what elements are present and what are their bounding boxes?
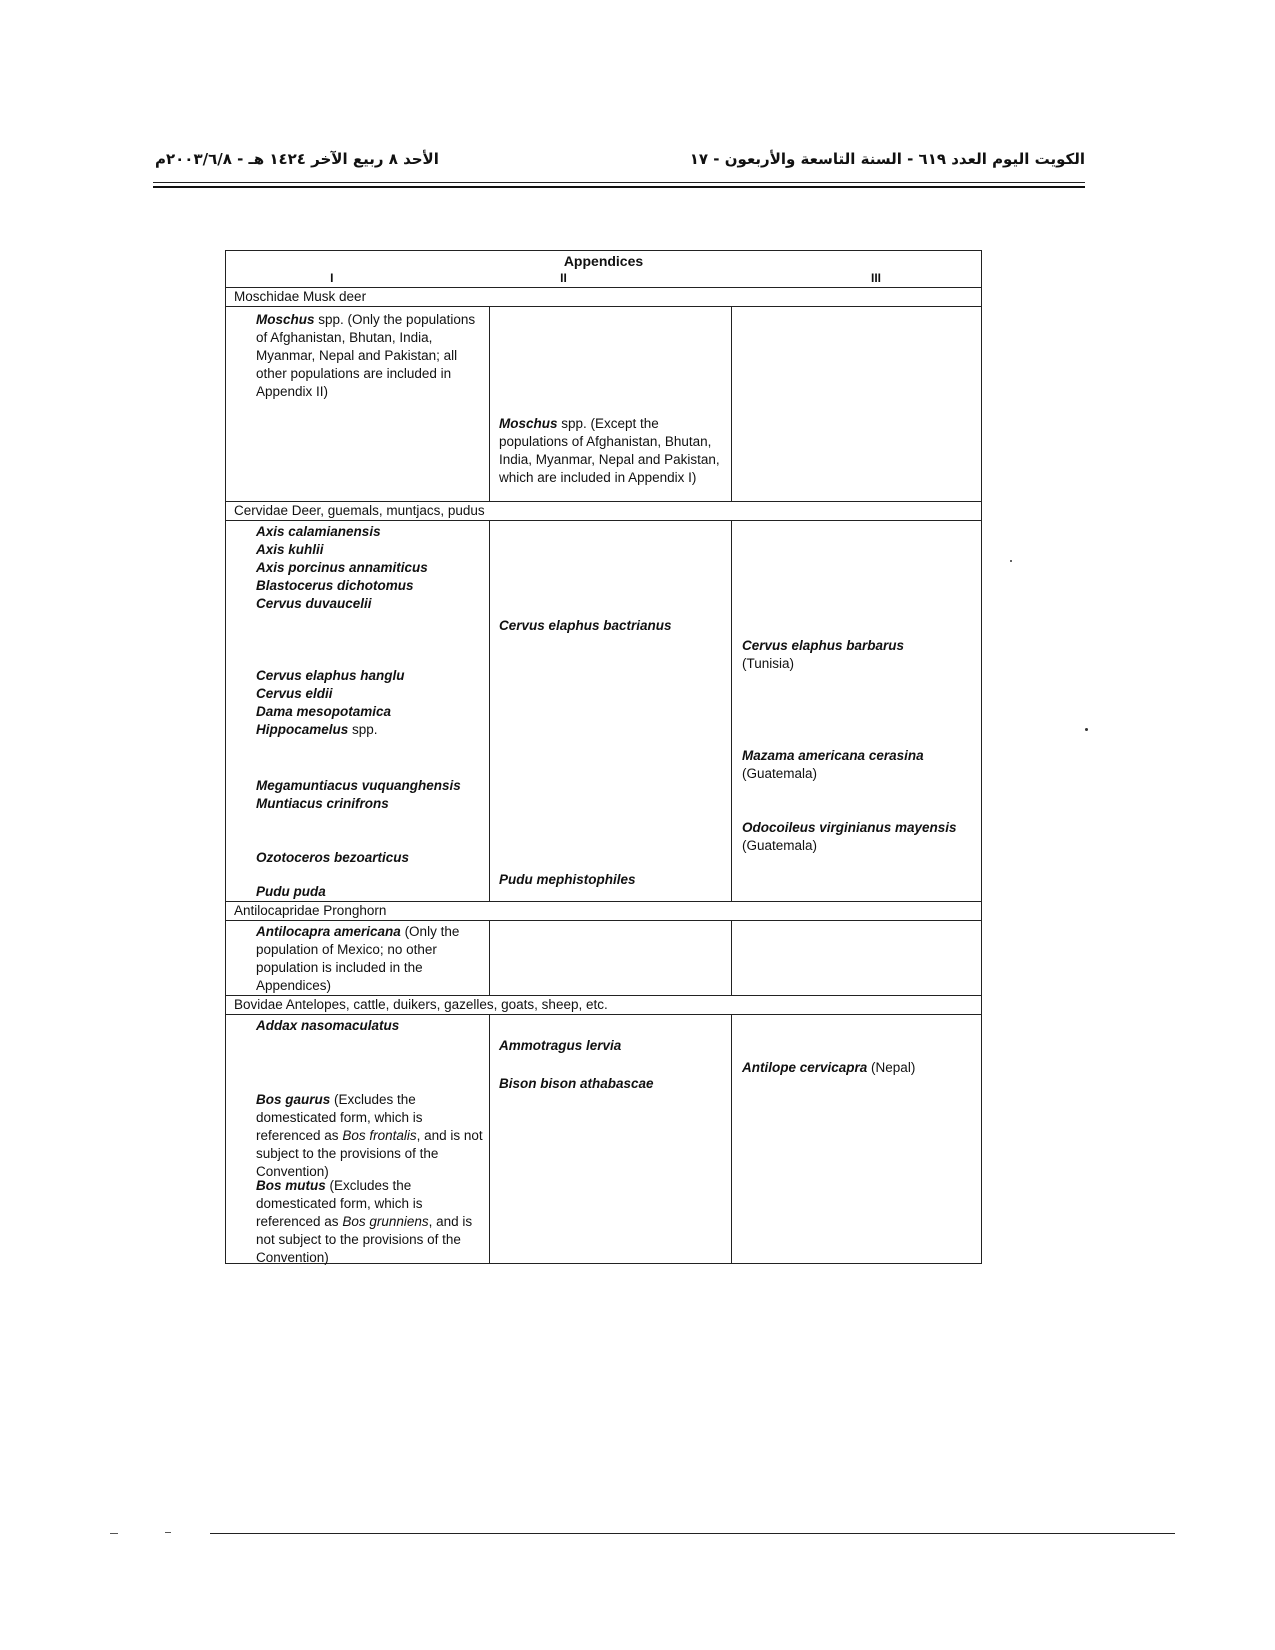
- column-divider: [731, 1015, 732, 1263]
- entry-cervus-duvaucelii: Cervus duvaucelii: [256, 596, 372, 611]
- column-divider: [731, 921, 732, 995]
- entry-pudu-puda: Pudu puda: [256, 884, 326, 899]
- footer-mark: [110, 1533, 118, 1534]
- header-rule: [153, 182, 1085, 183]
- entry-muntiacus-crinifrons: Muntiacus crinifrons: [256, 796, 389, 811]
- section-antilocapridae: [226, 921, 981, 996]
- section-moschidae: [226, 307, 981, 502]
- column-header-i: I: [330, 271, 334, 285]
- entry-antilope-cervicapra: Antilope cervicapra (Nepal): [742, 1060, 916, 1075]
- column-divider: [489, 521, 490, 901]
- family-cervidae: Cervidae Deer, guemals, muntjacs, pudus: [226, 502, 981, 521]
- scan-speck: [1085, 728, 1088, 731]
- entry-axis-porcinus: Axis porcinus annamiticus: [256, 560, 428, 575]
- entry-bison-athabascae: Bison bison athabascae: [499, 1076, 654, 1091]
- header-rule-thick: [153, 186, 1085, 188]
- entry-axis-calamianensis: Axis calamianensis: [256, 524, 381, 539]
- entry-dama-mesopotamica: Dama mesopotamica: [256, 704, 392, 719]
- entry-moschus-appendix-i: Moschus spp. (Only the populations of Afghanistan, Bhutan, India, Myanmar, Nepal and Pakistan; all other populations are included in Appendix II): [256, 312, 476, 399]
- section-cervidae: [226, 521, 981, 902]
- gazette-header-date: الأحد ٨ ربيع الآخر ١٤٢٤ هـ - ٢٠٠٣/٦/٨م: [155, 150, 439, 168]
- entry-pudu-mephistophiles: Pudu mephistophiles: [499, 872, 636, 887]
- column-headers: [226, 269, 981, 288]
- entry-cervus-bactrianus: Cervus elaphus bactrianus: [499, 618, 672, 633]
- column-divider: [731, 521, 732, 901]
- scan-speck: [1010, 560, 1012, 562]
- entry-ozotoceros: Ozotoceros bezoarticus: [256, 850, 410, 865]
- column-divider: [731, 307, 732, 501]
- entry-antilocapra-americana: Antilocapra americana (Only the population of Mexico; no other population is included in the Appendices): [256, 924, 460, 993]
- family-moschidae: Moschidae Musk deer: [226, 288, 981, 307]
- column-divider: [489, 921, 490, 995]
- column-divider: [489, 307, 490, 501]
- entry-addax: Addax nasomaculatus: [256, 1018, 400, 1033]
- entry-mazama-cerasina: Mazama americana cerasina (Guatemala): [742, 748, 924, 781]
- column-divider: [489, 1015, 490, 1263]
- footer-rule: [210, 1533, 1175, 1534]
- entry-blastocerus: Blastocerus dichotomus: [256, 578, 414, 593]
- gazette-header-issue: الكويت اليوم العدد ٦١٩ - السنة التاسعة والأربعون - ١٧: [689, 150, 1085, 168]
- entry-ammotragus: Ammotragus lervia: [499, 1038, 622, 1053]
- family-bovidae: Bovidae Antelopes, cattle, duikers, gazelles, goats, sheep, etc.: [226, 996, 981, 1015]
- entry-megamuntiacus: Megamuntiacus vuquanghensis: [256, 778, 461, 793]
- entry-moschus-appendix-ii: Moschus spp. (Except the populations of Afghanistan, Bhutan, India, Myanmar, Nepal and Pakistan, which are included in Appendix I): [499, 416, 720, 485]
- entry-cervus-eldii: Cervus eldii: [256, 686, 333, 701]
- entry-odocoileus-mayensis: Odocoileus virginianus mayensis (Guatemala): [742, 820, 957, 853]
- column-header-iii: III: [871, 271, 882, 285]
- entry-axis-kuhlii: Axis kuhlii: [256, 542, 324, 557]
- footer-mark: [165, 1532, 171, 1533]
- section-bovidae: [226, 1015, 981, 1263]
- entry-bos-mutus: Bos mutus (Excludes the domesticated form, which is referenced as Bos grunniens, and is not subject to the provisions of the Convention): [256, 1178, 473, 1265]
- entry-cervus-barbarus: Cervus elaphus barbarus (Tunisia): [742, 638, 905, 671]
- table-title: Appendices: [563, 253, 644, 269]
- entry-hippocamelus: Hippocamelus spp.: [256, 722, 378, 737]
- entry-bos-gaurus: Bos gaurus (Excludes the domesticated form, which is referenced as Bos frontalis, and is not subject to the provisions of the Convention): [256, 1092, 483, 1179]
- entry-cervus-hanglu: Cervus elaphus hanglu: [256, 668, 405, 683]
- column-header-ii: II: [560, 271, 567, 285]
- family-antilocapridae: Antilocapridae Pronghorn: [226, 902, 981, 921]
- appendices-table: [225, 250, 982, 1264]
